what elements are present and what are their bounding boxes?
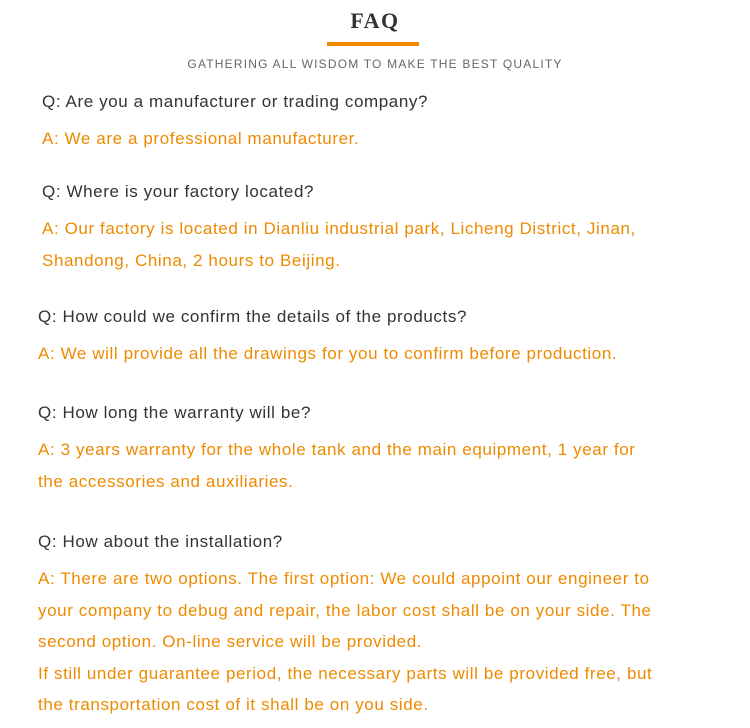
faq-question: Q: Where is your factory located? — [42, 182, 315, 201]
faq-answer-line: A: 3 years warranty for the whole tank and the main equipment, 1 year for — [38, 440, 636, 459]
faq-answer-line: second option. On-line service will be provided. — [38, 632, 423, 651]
faq-answer-line: Shandong, China, 2 hours to Beijing. — [42, 251, 341, 270]
faq-answer-line: If still under guarantee period, the necessary parts will be provided free, but — [38, 664, 653, 683]
faq-answer-line: the accessories and auxiliaries. — [38, 472, 294, 491]
faq-question: Q: How long the warranty will be? — [38, 403, 312, 422]
faq-question: Q: Are you a manufacturer or trading company? — [42, 92, 429, 111]
faq-answer-line: the transportation cost of it shall be on you side. — [38, 695, 429, 714]
faq-answer-line: A: We are a professional manufacturer. — [42, 129, 360, 148]
faq-question: Q: How about the installation? — [38, 532, 283, 551]
faq-answer-line: A: Our factory is located in Dianliu industrial park, Licheng District, Jinan, — [42, 219, 636, 238]
title-underline — [327, 42, 419, 46]
faq-subtitle: GATHERING ALL WISDOM TO MAKE THE BEST QUALITY — [187, 57, 563, 71]
faq-answer-line: A: We will provide all the drawings for you to confirm before production. — [38, 344, 618, 363]
faq-title: FAQ — [350, 8, 400, 33]
faq-question: Q: How could we confirm the details of the products? — [38, 307, 468, 326]
faq-answer-line: your company to debug and repair, the labor cost shall be on your side. The — [38, 601, 652, 620]
faq-answer-line: A: There are two options. The first option: We could appoint our engineer to — [38, 569, 650, 588]
